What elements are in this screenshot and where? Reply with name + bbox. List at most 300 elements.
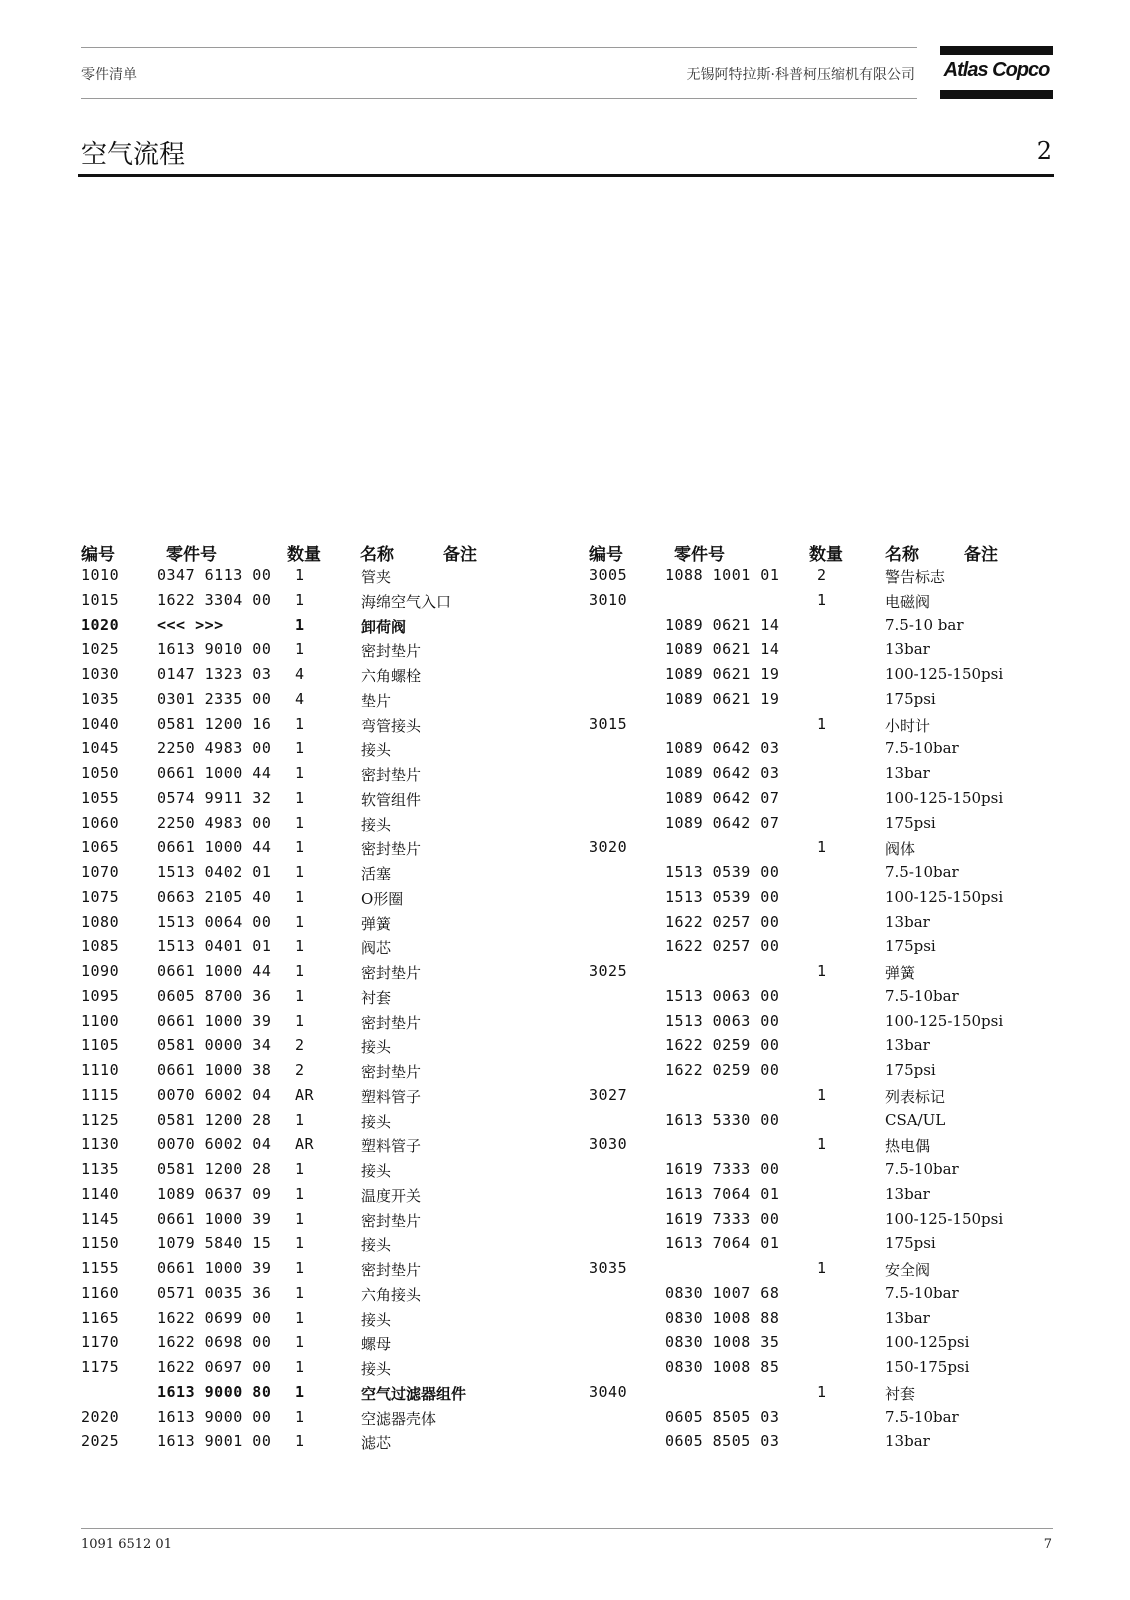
cell-part: 1622 0257 00 [665, 912, 780, 931]
cell-name: 弯管接头 [361, 716, 422, 735]
cell-item: 1145 [81, 1209, 120, 1228]
table-row [81, 937, 541, 961]
cell-name: 密封垫片 [361, 1063, 422, 1081]
cell-part: 1089 0642 03 [665, 764, 780, 782]
cell-item: 1105 [81, 1036, 120, 1055]
cell-part: <<< >>> [157, 615, 224, 634]
cell-part: 0581 0000 34 [157, 1036, 272, 1055]
cell-name: 175psi [885, 813, 936, 832]
table-row [589, 1160, 1049, 1184]
cell-name: 100-125-150psi [885, 887, 1004, 906]
cell-item: 3025 [589, 962, 628, 980]
cell-name: 接头 [361, 741, 392, 760]
cell-name: 密封垫片 [361, 840, 422, 859]
cell-name: 接头 [361, 1310, 392, 1329]
table-row [589, 962, 1049, 986]
cell-part: 1613 9010 00 [157, 640, 272, 659]
cell-part: 1089 0642 07 [665, 813, 780, 832]
cell-part: 0661 1000 39 [157, 1011, 272, 1030]
cell-qty: 1 [295, 739, 305, 758]
cell-name: CSA/UL [885, 1110, 946, 1129]
cell-qty: 1 [817, 1259, 827, 1277]
cell-item: 3005 [589, 566, 628, 584]
cell-name: 螺母 [361, 1335, 392, 1354]
cell-qty: 2 [295, 1036, 305, 1055]
cell-qty: 1 [295, 1308, 305, 1327]
table-row [589, 1408, 1049, 1432]
table-row [589, 665, 1049, 689]
cell-part: 0070 6002 04 [157, 1135, 272, 1154]
cell-qty: 1 [295, 813, 305, 832]
cell-qty: 1 [295, 1110, 305, 1129]
cell-part: 0830 1008 88 [665, 1308, 780, 1327]
cell-qty: 1 [295, 590, 305, 609]
cell-part: 0605 8505 03 [665, 1432, 780, 1451]
cell-qty: 1 [295, 764, 305, 782]
table-row [81, 1210, 541, 1234]
table-row [81, 838, 541, 862]
cell-name: 13bar [885, 764, 930, 782]
cell-name: 列表标记 [885, 1087, 946, 1106]
cell-item: 3020 [589, 838, 628, 857]
cell-part: 0581 1200 16 [157, 714, 272, 733]
cell-qty: 1 [295, 1234, 305, 1253]
table-row [589, 937, 1049, 961]
cell-name: 密封垫片 [361, 1013, 422, 1032]
cell-part: 1089 0621 14 [665, 640, 780, 659]
col-header-name: 名称 [885, 545, 919, 565]
cell-part: 1513 0063 00 [665, 1011, 780, 1030]
cell-name: 接头 [361, 1112, 392, 1131]
cell-name: 100-125-150psi [885, 1011, 1004, 1030]
cell-part: 0301 2335 00 [157, 689, 272, 708]
cell-item: 1115 [81, 1085, 120, 1104]
cell-part: 1622 0699 00 [157, 1308, 272, 1327]
cell-part: 1613 5330 00 [665, 1110, 780, 1129]
cell-name: 密封垫片 [361, 766, 422, 784]
cell-name: O形圈 [361, 889, 404, 908]
cell-qty: 1 [295, 1209, 305, 1228]
cell-name: 100-125-150psi [885, 1209, 1004, 1228]
cell-qty: 1 [295, 1184, 305, 1203]
table-row [81, 566, 541, 590]
cell-qty: 1 [817, 1135, 827, 1154]
cell-qty: 1 [295, 714, 305, 733]
table-row [81, 863, 541, 887]
cell-part: 1089 0621 19 [665, 665, 780, 683]
cell-item: 3027 [589, 1085, 628, 1104]
col-header-qty: 数量 [809, 545, 843, 565]
table-row [81, 1086, 541, 1110]
table-row [81, 1012, 541, 1036]
cell-item: 1150 [81, 1234, 120, 1253]
table-row [589, 1333, 1049, 1357]
cell-qty: 1 [295, 912, 305, 931]
table-row [81, 1333, 541, 1357]
cell-item: 2020 [81, 1407, 120, 1426]
cell-item: 1085 [81, 937, 120, 956]
table-row [81, 1408, 541, 1432]
cell-qty: 1 [295, 1259, 305, 1277]
cell-name: 塑料管子 [361, 1087, 422, 1106]
cell-item: 1075 [81, 887, 120, 906]
cell-name: 13bar [885, 1432, 930, 1451]
cell-item: 3035 [589, 1259, 628, 1277]
cell-part: 1089 0642 07 [665, 788, 780, 807]
cell-part: 1622 0697 00 [157, 1358, 272, 1376]
logo-bottom-bar [940, 90, 1053, 99]
cell-name: 7.5-10 bar [885, 615, 964, 634]
section-title-rule [78, 174, 1054, 177]
cell-qty: 1 [817, 590, 827, 609]
cell-qty: 1 [817, 1085, 827, 1104]
cell-part: 1513 0539 00 [665, 863, 780, 881]
table-row [589, 739, 1049, 763]
table-row [589, 1234, 1049, 1258]
cell-item: 1130 [81, 1135, 120, 1154]
cell-part: 0663 2105 40 [157, 887, 272, 906]
section-number: 2 [1036, 137, 1052, 165]
table-row [589, 913, 1049, 937]
cell-part: 1622 0259 00 [665, 1061, 780, 1079]
cell-part: 0661 1000 44 [157, 962, 272, 980]
atlas-copco-logo [940, 46, 1053, 102]
document-type-label: 零件清单 [81, 67, 137, 83]
cell-item: 1100 [81, 1011, 120, 1030]
cell-name: 100-125-150psi [885, 788, 1004, 807]
cell-qty: 1 [295, 640, 305, 659]
table-row [81, 1234, 541, 1258]
table-row [589, 640, 1049, 664]
cell-part: 1513 0063 00 [665, 986, 780, 1005]
cell-item: 1160 [81, 1283, 120, 1302]
cell-part: 1513 0401 01 [157, 937, 272, 956]
cell-qty: 1 [295, 566, 305, 584]
cell-name: 密封垫片 [361, 1261, 422, 1279]
table-row [589, 1383, 1049, 1407]
cell-name: 弹簧 [885, 964, 916, 982]
cell-part: 1619 7333 00 [665, 1160, 780, 1178]
col-header-qty: 数量 [287, 545, 321, 565]
cell-name: 7.5-10bar [885, 1407, 959, 1426]
table-row [589, 1210, 1049, 1234]
cell-part: 1089 0621 14 [665, 615, 780, 634]
table-row [81, 888, 541, 912]
table-row [589, 888, 1049, 912]
cell-name: 100-125-150psi [885, 665, 1004, 683]
cell-qty: 4 [295, 689, 305, 708]
table-row [589, 1012, 1049, 1036]
cell-qty: 1 [295, 788, 305, 807]
table-row [589, 1061, 1049, 1085]
cell-qty: 2 [295, 1061, 305, 1079]
cell-name: 温度开关 [361, 1186, 422, 1205]
cell-part: 0581 1200 28 [157, 1160, 272, 1178]
table-row [589, 1135, 1049, 1159]
cell-item: 1080 [81, 912, 120, 931]
table-row [81, 789, 541, 813]
cell-part: 0830 1008 85 [665, 1358, 780, 1376]
table-row [81, 1284, 541, 1308]
table-row [81, 616, 541, 640]
cell-part: 1613 9001 00 [157, 1432, 272, 1451]
left-column-headers [81, 540, 521, 564]
cell-part: 0581 1200 28 [157, 1110, 272, 1129]
cell-part: 0830 1008 35 [665, 1333, 780, 1352]
cell-qty: AR [295, 1085, 315, 1104]
table-row [81, 814, 541, 838]
col-header-remark: 备注 [964, 545, 998, 565]
cell-name: 六角螺栓 [361, 667, 422, 685]
cell-item: 1015 [81, 590, 120, 609]
table-row [81, 715, 541, 739]
document-number: 1091 6512 01 [81, 1537, 172, 1552]
cell-part: 1613 7064 01 [665, 1184, 780, 1203]
cell-part: 1513 0539 00 [665, 887, 780, 906]
cell-part: 0661 1000 38 [157, 1061, 272, 1079]
cell-name: 13bar [885, 1036, 930, 1055]
cell-name: 接头 [361, 1360, 392, 1378]
cell-part: 1613 9000 00 [157, 1407, 272, 1426]
cell-qty: 1 [295, 986, 305, 1005]
cell-name: 175psi [885, 689, 936, 708]
cell-name: 7.5-10bar [885, 863, 959, 881]
cell-item: 1165 [81, 1308, 120, 1327]
cell-item: 3040 [589, 1382, 628, 1401]
cell-name: 热电偶 [885, 1137, 931, 1156]
cell-qty: 1 [295, 1358, 305, 1376]
cell-qty: 1 [817, 962, 827, 980]
cell-name: 安全阀 [885, 1261, 931, 1279]
cell-qty: 1 [817, 838, 827, 857]
cell-part: 0571 0035 36 [157, 1283, 272, 1302]
cell-name: 弹簧 [361, 914, 392, 933]
table-row [81, 1309, 541, 1333]
cell-item: 1020 [81, 615, 120, 634]
cell-item: 1155 [81, 1259, 120, 1277]
cell-qty: 1 [295, 1407, 305, 1426]
cell-name: 接头 [361, 1236, 392, 1255]
table-row [589, 1358, 1049, 1382]
cell-name: 13bar [885, 912, 930, 931]
cell-name: 六角接头 [361, 1285, 422, 1304]
cell-item: 1030 [81, 665, 120, 683]
cell-item: 3015 [589, 714, 628, 733]
cell-part: 0661 1000 44 [157, 764, 272, 782]
cell-part: 1079 5840 15 [157, 1234, 272, 1253]
cell-item: 1050 [81, 764, 120, 782]
cell-name: 垫片 [361, 691, 392, 710]
table-row [589, 715, 1049, 739]
table-row [589, 987, 1049, 1011]
table-row [81, 1111, 541, 1135]
cell-name: 密封垫片 [361, 642, 422, 661]
cell-qty: 1 [295, 1011, 305, 1030]
table-row [589, 690, 1049, 714]
cell-part: 1513 0064 00 [157, 912, 272, 931]
cell-part: 0661 1000 39 [157, 1259, 272, 1277]
cell-part: 0830 1007 68 [665, 1283, 780, 1302]
cell-name: 密封垫片 [361, 1211, 422, 1230]
table-row [589, 1432, 1049, 1456]
cell-item: 1140 [81, 1184, 120, 1203]
cell-qty: 1 [817, 1382, 827, 1401]
col-header-name: 名称 [360, 545, 394, 565]
cell-name: 13bar [885, 1308, 930, 1327]
cell-part: 1089 0637 09 [157, 1184, 272, 1203]
table-row [589, 1185, 1049, 1209]
cell-part: 1619 7333 00 [665, 1209, 780, 1228]
table-row [81, 1135, 541, 1159]
table-row [81, 690, 541, 714]
company-name: 无锡阿特拉斯·科普柯压缩机有限公司 [686, 67, 915, 83]
table-row [81, 764, 541, 788]
table-row [589, 1036, 1049, 1060]
cell-part: 1088 1001 01 [665, 566, 780, 584]
cell-part: 2250 4983 00 [157, 739, 272, 758]
cell-item: 1060 [81, 813, 120, 832]
cell-part: 1089 0642 03 [665, 739, 780, 758]
cell-name: 100-125psi [885, 1333, 970, 1352]
cell-item: 1090 [81, 962, 120, 980]
cell-name: 空滤器壳体 [361, 1409, 437, 1428]
cell-name: 175psi [885, 937, 936, 956]
header-bottom-rule [81, 98, 917, 99]
cell-name: 7.5-10bar [885, 1160, 959, 1178]
cell-part: 1622 0698 00 [157, 1333, 272, 1352]
cell-item: 1055 [81, 788, 120, 807]
table-row [81, 1383, 541, 1407]
cell-item: 1095 [81, 986, 120, 1005]
table-row [589, 1086, 1049, 1110]
table-row [81, 1160, 541, 1184]
cell-item: 1065 [81, 838, 120, 857]
cell-qty: 1 [295, 1432, 305, 1451]
col-header-item: 编号 [81, 545, 115, 565]
cell-part: 2250 4983 00 [157, 813, 272, 832]
cell-name: 接头 [361, 815, 392, 834]
cell-part: 0070 6002 04 [157, 1085, 272, 1104]
cell-qty: 1 [295, 1382, 305, 1401]
cell-part: 1613 7064 01 [665, 1234, 780, 1253]
cell-name: 阀体 [885, 840, 916, 859]
cell-name: 13bar [885, 1184, 930, 1203]
section-title: 空气流程 [81, 140, 186, 170]
cell-name: 阀芯 [361, 939, 392, 958]
cell-qty: 1 [295, 962, 305, 980]
cell-name: 接头 [361, 1162, 392, 1180]
cell-qty: 1 [295, 1160, 305, 1178]
cell-qty: 1 [295, 838, 305, 857]
cell-name: 7.5-10bar [885, 739, 959, 758]
table-row [81, 665, 541, 689]
cell-qty: 1 [817, 714, 827, 733]
cell-qty: 1 [295, 1283, 305, 1302]
cell-name: 空气过滤器组件 [361, 1384, 467, 1403]
cell-name: 衬套 [885, 1384, 916, 1403]
table-row [589, 863, 1049, 887]
table-row [81, 640, 541, 664]
table-row [589, 838, 1049, 862]
cell-name: 滤芯 [361, 1434, 392, 1453]
table-row [589, 566, 1049, 590]
cell-name: 电磁阀 [885, 592, 931, 611]
table-row [81, 1061, 541, 1085]
cell-item: 1170 [81, 1333, 120, 1352]
cell-item: 1110 [81, 1061, 120, 1079]
right-column-headers [589, 540, 1029, 564]
table-row [81, 913, 541, 937]
cell-qty: 1 [295, 615, 305, 634]
cell-part: 1622 0257 00 [665, 937, 780, 956]
cell-name: 活塞 [361, 865, 392, 883]
table-row [81, 1036, 541, 1060]
cell-name: 卸荷阀 [361, 617, 407, 636]
table-row [589, 814, 1049, 838]
table-row [589, 1284, 1049, 1308]
table-row [81, 1185, 541, 1209]
cell-name: 管夹 [361, 568, 392, 586]
page-number: 7 [1043, 1537, 1052, 1552]
cell-item: 1035 [81, 689, 120, 708]
col-header-part: 零件号 [166, 545, 217, 565]
cell-part: 1613 9000 80 [157, 1382, 272, 1401]
table-row [81, 1259, 541, 1283]
table-row [81, 1432, 541, 1456]
table-row [81, 962, 541, 986]
cell-name: 海绵空气入口 [361, 592, 452, 611]
cell-name: 接头 [361, 1038, 392, 1057]
table-row [81, 987, 541, 1011]
cell-part: 0661 1000 44 [157, 838, 272, 857]
table-row [589, 764, 1049, 788]
cell-item: 1025 [81, 640, 120, 659]
cell-item: 1125 [81, 1110, 120, 1129]
cell-item: 2025 [81, 1432, 120, 1451]
cell-qty: 1 [295, 887, 305, 906]
cell-part: 1622 3304 00 [157, 590, 272, 609]
table-row [589, 1111, 1049, 1135]
footer-rule [81, 1528, 1053, 1529]
table-row [589, 616, 1049, 640]
cell-qty: 2 [817, 566, 827, 584]
col-header-remark: 备注 [443, 545, 477, 565]
cell-item: 1010 [81, 566, 120, 584]
table-row [589, 1259, 1049, 1283]
cell-item: 1045 [81, 739, 120, 758]
table-row [589, 591, 1049, 615]
cell-part: 1089 0621 19 [665, 689, 780, 708]
col-header-part: 零件号 [674, 545, 725, 565]
cell-part: 1513 0402 01 [157, 863, 272, 881]
cell-qty: 4 [295, 665, 305, 683]
cell-item: 3030 [589, 1135, 628, 1154]
cell-part: 0347 6113 00 [157, 566, 272, 584]
cell-qty: 1 [295, 1333, 305, 1352]
cell-item: 3010 [589, 590, 628, 609]
cell-name: 警告标志 [885, 568, 946, 586]
cell-part: 0661 1000 39 [157, 1209, 272, 1228]
header-top-rule [81, 47, 917, 48]
logo-top-bar [940, 46, 1053, 55]
cell-part: 0605 8700 36 [157, 986, 272, 1005]
table-row [589, 789, 1049, 813]
cell-name: 小时计 [885, 716, 931, 735]
cell-name: 7.5-10bar [885, 1283, 959, 1302]
table-row [81, 591, 541, 615]
cell-name: 150-175psi [885, 1358, 970, 1376]
table-row [81, 739, 541, 763]
